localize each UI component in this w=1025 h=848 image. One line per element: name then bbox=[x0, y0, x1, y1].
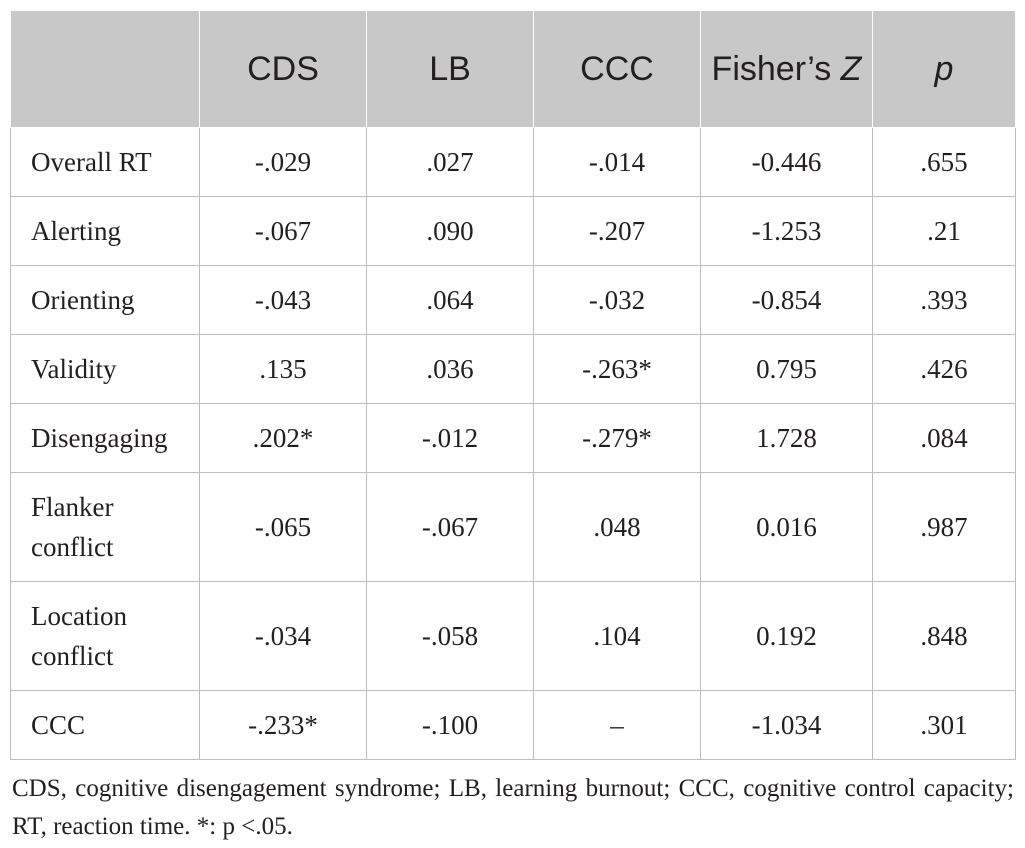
cell-lb: .036 bbox=[367, 335, 534, 404]
cell-fishers-z: -0.854 bbox=[701, 266, 873, 335]
table-row bbox=[11, 691, 1016, 760]
cell-cds: -.065 bbox=[200, 473, 367, 582]
correlation-table-container bbox=[10, 10, 1015, 760]
cell-ccc: -.032 bbox=[534, 266, 701, 335]
table-body bbox=[11, 128, 1016, 760]
table-row bbox=[11, 266, 1016, 335]
header-lb: LB bbox=[367, 11, 534, 128]
cell-fishers-z: -1.034 bbox=[701, 691, 873, 760]
cell-ccc: -.207 bbox=[534, 197, 701, 266]
header-cds: CDS bbox=[200, 11, 367, 128]
cell-p: .301 bbox=[873, 691, 1016, 760]
table-row bbox=[11, 335, 1016, 404]
cell-lb: -.067 bbox=[367, 473, 534, 582]
cell-p: .655 bbox=[873, 128, 1016, 197]
header-fishers-z bbox=[701, 11, 873, 128]
cell-cds: -.034 bbox=[200, 582, 367, 691]
cell-cds: -.233* bbox=[200, 691, 367, 760]
cell-lb: -.012 bbox=[367, 404, 534, 473]
row-label: Flanker conflict bbox=[11, 473, 200, 582]
row-label: Overall RT bbox=[11, 128, 200, 197]
cell-p: .848 bbox=[873, 582, 1016, 691]
cell-ccc: .104 bbox=[534, 582, 701, 691]
table-row bbox=[11, 473, 1016, 582]
header-p: p bbox=[873, 11, 1016, 128]
cell-p: .084 bbox=[873, 404, 1016, 473]
cell-lb: .064 bbox=[367, 266, 534, 335]
cell-fishers-z: 1.728 bbox=[701, 404, 873, 473]
cell-p: .426 bbox=[873, 335, 1016, 404]
row-label: Location conflict bbox=[11, 582, 200, 691]
cell-lb: .090 bbox=[367, 197, 534, 266]
table-row bbox=[11, 197, 1016, 266]
cell-p: .987 bbox=[873, 473, 1016, 582]
cell-ccc: -.279* bbox=[534, 404, 701, 473]
cell-cds: -.067 bbox=[200, 197, 367, 266]
cell-ccc: -.263* bbox=[534, 335, 701, 404]
cell-p: .21 bbox=[873, 197, 1016, 266]
cell-cds: .135 bbox=[200, 335, 367, 404]
table-row bbox=[11, 128, 1016, 197]
cell-fishers-z: 0.016 bbox=[701, 473, 873, 582]
cell-ccc: .048 bbox=[534, 473, 701, 582]
cell-cds: .202* bbox=[200, 404, 367, 473]
table-header bbox=[11, 11, 1016, 128]
cell-p: .393 bbox=[873, 266, 1016, 335]
cell-cds: -.043 bbox=[200, 266, 367, 335]
header-row bbox=[11, 11, 1016, 128]
row-label: Disengaging bbox=[11, 404, 200, 473]
correlation-table bbox=[10, 10, 1016, 760]
header-fishers-z-prefix: Fisher’s bbox=[711, 50, 841, 88]
row-label: Validity bbox=[11, 335, 200, 404]
table-row bbox=[11, 404, 1016, 473]
cell-lb: -.100 bbox=[367, 691, 534, 760]
cell-lb: -.058 bbox=[367, 582, 534, 691]
cell-fishers-z: -0.446 bbox=[701, 128, 873, 197]
row-label: Orienting bbox=[11, 266, 200, 335]
cell-ccc: – bbox=[534, 691, 701, 760]
row-label: Alerting bbox=[11, 197, 200, 266]
cell-fishers-z: -1.253 bbox=[701, 197, 873, 266]
cell-ccc: -.014 bbox=[534, 128, 701, 197]
cell-fishers-z: 0.192 bbox=[701, 582, 873, 691]
table-footnote: CDS, cognitive disengagement syndrome; LB, learning burnout; CCC, cognitive control capacity; RT, reaction time. *: p <.05. bbox=[12, 775, 1014, 840]
cell-cds: -.029 bbox=[200, 128, 367, 197]
row-label: CCC bbox=[11, 691, 200, 760]
header-fishers-z-symbol: Z bbox=[840, 50, 862, 88]
table-row bbox=[11, 582, 1016, 691]
cell-lb: .027 bbox=[367, 128, 534, 197]
header-row-label bbox=[11, 11, 200, 128]
header-ccc: CCC bbox=[534, 11, 701, 128]
cell-fishers-z: 0.795 bbox=[701, 335, 873, 404]
